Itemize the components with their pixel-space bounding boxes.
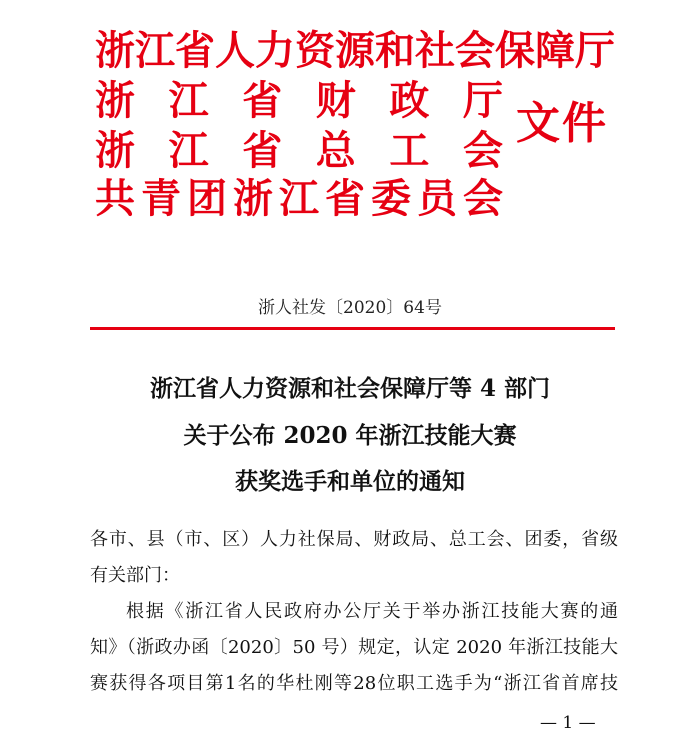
issuer-char: 会 (455, 27, 495, 74)
issuer-char: 厅 (462, 77, 503, 124)
title-line-3: 获奖选手和单位的通知 (235, 468, 465, 495)
red-divider (90, 327, 615, 330)
paragraph-line: 赛获得各项目第1名的华杜刚等28位职工选手为“浙江省首席技 (90, 673, 618, 694)
document-suffix: 文件 (516, 98, 608, 149)
issuer-char: 社 (415, 27, 455, 74)
issuer-char: 浙 (95, 27, 135, 74)
issuer-char: 委 (371, 175, 411, 222)
issuer-char: 省 (242, 77, 283, 124)
issuer-char: 浙 (95, 77, 135, 124)
issuer-char: 工 (389, 127, 430, 174)
issuer-char: 会 (462, 127, 503, 174)
issuer-char: 厅 (575, 27, 615, 74)
issuer-char: 省 (175, 27, 215, 74)
title-line-1: 浙江省人力资源和社会保障厅等 4 部门 (149, 375, 551, 402)
issuer-line-4 (95, 176, 503, 222)
issuer-char: 江 (168, 77, 209, 124)
issuer-char: 省 (325, 175, 365, 222)
addressee: 各市、县（市、区）人力社保局、财政局、总工会、团委，省级 (90, 529, 618, 550)
issuer-char: 人 (215, 27, 255, 74)
issuer-char: 共 (95, 175, 135, 222)
paragraph-line: 根据《浙江省人民政府办公厅关于举办浙江技能大赛的通 (126, 601, 618, 622)
paragraph-line: 知》（浙政办函〔2020〕50 号）规定，认定 2020 年浙江技能大 (90, 637, 618, 658)
issuer-char: 总 (315, 127, 356, 174)
issuer-char: 障 (535, 27, 575, 74)
issuer-char: 浙 (233, 175, 273, 222)
issuer-char: 江 (168, 127, 209, 174)
issuer-char: 资 (295, 27, 335, 74)
issuer-char: 浙 (95, 127, 135, 174)
document-number: 浙人社发〔2020〕64号 (258, 298, 442, 318)
issuer-char: 和 (375, 27, 415, 74)
issuer-line-2 (95, 78, 503, 124)
issuer-char: 团 (187, 175, 227, 222)
addressee-cont: 有关部门： (90, 565, 180, 586)
issuer-char: 青 (141, 175, 181, 222)
issuer-char: 财 (315, 77, 356, 124)
page-number: — 1 — (540, 713, 596, 733)
issuer-char: 江 (135, 27, 175, 74)
title-line-2: 关于公布 2020 年浙江技能大赛 (183, 422, 517, 449)
issuer-char: 员 (417, 175, 457, 222)
issuer-char: 省 (242, 127, 283, 174)
document-body (90, 522, 618, 702)
issuer-line-1 (95, 27, 615, 74)
issuer-char: 力 (255, 27, 295, 74)
issuer-char: 政 (389, 77, 430, 124)
issuer-char: 源 (335, 27, 375, 74)
issuer-line-3 (95, 128, 503, 174)
issuer-char: 江 (279, 175, 319, 222)
issuer-char: 保 (495, 27, 535, 74)
issuer-char: 会 (463, 175, 503, 222)
